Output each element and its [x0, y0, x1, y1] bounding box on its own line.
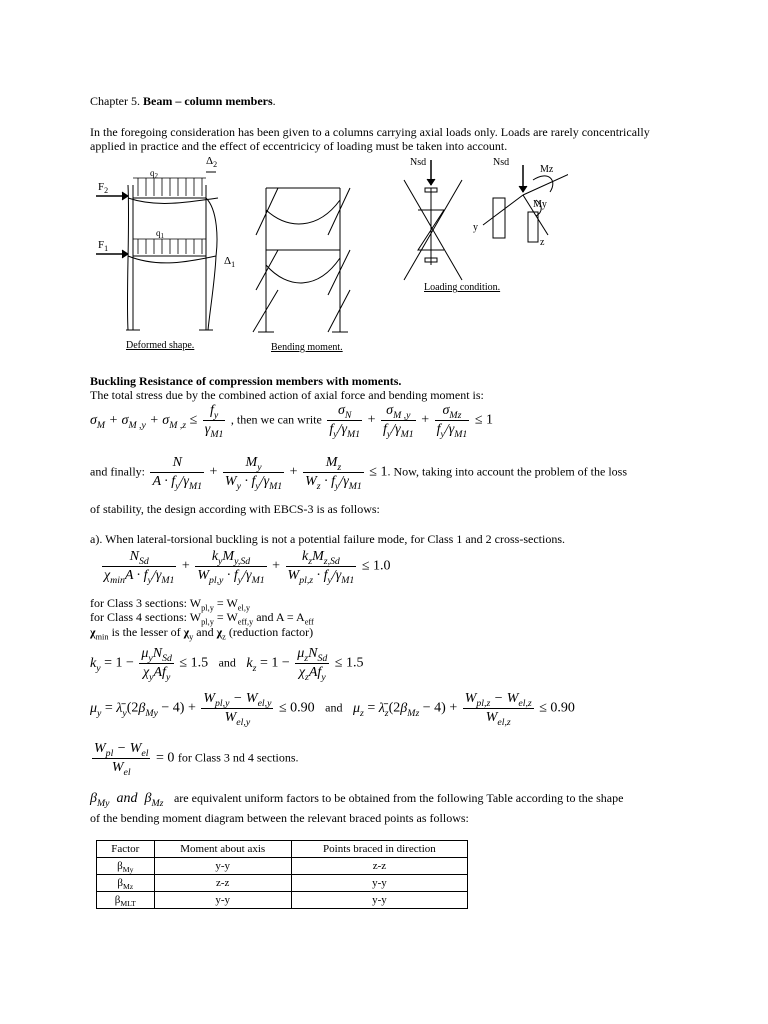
header-axis: Moment about axis	[154, 841, 291, 858]
beam-column-figure	[88, 150, 568, 360]
factor-table	[96, 840, 468, 909]
beta-text-2: of the bending moment diagram between the relevant braced points as follows:	[90, 811, 469, 825]
then-text: , then we can write	[230, 412, 322, 427]
equation-k: $k_y = 1$ − $\frac{\mu_yN_{Sd}}{\chi_yAf_y}$ ≤ 1.5 and $k_z = 1$ − $\frac{\mu_zN_{Sd}}{\chi_zAf_y}$ ≤ 1.5	[90, 646, 364, 683]
le-0-90-a: ≤ 0.90	[278, 700, 315, 716]
nsd-label-2: Nsd	[493, 157, 510, 168]
intro-line-2: applied in practice and the effect of eccentricicy of loading must be taken into account.	[90, 139, 508, 153]
mz-label: Mz	[540, 164, 554, 175]
le-1-5-b: ≤ 1.5	[334, 655, 364, 671]
header-factor: Factor	[97, 841, 155, 858]
loading-caption: Loading condition.	[424, 282, 501, 293]
equation-mu: $\mu_y$ = $\lambdā_y(2\beta_{My} - 4)$ + $\frac{W_{pl,y} - W_{el,y}}{W_{el,y}}$ ≤ 0.90 and $\mu_z$ = $\lambdā_z(2\beta_{Mz} - 4)$ + $\frac{W_{pl,z} - W_{el,z}}{W_{el,z}}$ ≤ 0.90	[90, 691, 575, 728]
le-0-90-b: ≤ 0.90	[539, 700, 575, 716]
equation-interaction: $\frac{N_{Sd}}{\chi_{min}A \cdot f_y/\gamma_{M1}}$ + $\frac{k_yM_{y,Sd}}{W_{pl,y} \cdot f_y/\gamma_{M1}}$ + $\frac{k_zM_{z,Sd}}{W_{pl,z} \cdot f_y/\gamma_{M1}}$ ≤ 1.0	[104, 549, 391, 586]
class3-line: for Class 3 sections: $W_{pl,y} = W_{el,y}$	[90, 596, 251, 613]
now-text: . Now, taking into account the problem of the loss	[387, 464, 627, 479]
section-title: Buckling Resistance of compression members with moments.	[90, 374, 402, 388]
chapter-suffix: .	[272, 94, 276, 108]
eq-zero: = 0	[155, 750, 175, 766]
stability-text: of stability, the design according with EBCS-3 is as follows:	[90, 502, 380, 516]
table-header-row	[97, 841, 468, 858]
chapter-heading	[90, 94, 276, 109]
bending-caption: Bending moment.	[271, 342, 343, 353]
class4-line: for Class 4 sections: $W_{pl,y} = W_{eff,y}$ and $A = A_{eff}$	[90, 610, 314, 627]
my-label: My	[533, 199, 547, 210]
section-text-1: The total stress due by the combined action of axial force and bending moment is:	[90, 388, 484, 402]
deformed-caption: Deformed shape.	[126, 340, 195, 351]
table-row: $\beta_{My}$ y-y z-z	[97, 858, 468, 875]
delta1-label: $\Delta_1$	[224, 255, 236, 269]
q2-label: $q_2$	[150, 168, 158, 180]
class34-text: for Class 3 nd 4 sections.	[177, 750, 299, 765]
f2-label: $F_2$	[98, 181, 109, 195]
nsd-label-1: Nsd	[410, 157, 427, 168]
and-word-1: and	[218, 655, 236, 670]
le-one-2: ≤ 1	[369, 464, 388, 480]
and-word-2: and	[325, 700, 343, 715]
header-braced: Points braced in direction	[291, 841, 467, 858]
le-one-dot: ≤ 1.0	[361, 558, 391, 574]
q1-label: $q_1$	[156, 228, 164, 240]
z-axis-label: z	[540, 237, 545, 248]
case-a-text: a). When lateral-torsional buckling is not a potential failure mode, for Class 1 and 2 cross-sections.	[90, 532, 565, 546]
le-one-1: ≤ 1	[474, 412, 493, 428]
equation-and-finally: and finally: $\frac{N}{A \cdot f_y/\gamma_{M1}}$ + $\frac{M_y}{W_y \cdot f_y/\gamma_{M1}}$ + $\frac{M_z}{W_z \cdot f_y/\gamma_{M1}}$ ≤ 1. Now, taking into account the problem of the loss	[90, 455, 627, 492]
table-row: $\beta_{Mz}$ z-z y-y	[97, 875, 468, 892]
beta-line: $\beta_{My}$ and $\beta_{Mz}$ are equivalent uniform factors to be obtained from the following Table according to the shape	[90, 791, 624, 809]
table-row: $\beta_{MLT}$ y-y y-y	[97, 892, 468, 909]
delta2-label: $\Delta_2$	[206, 155, 218, 169]
le-1-5-a: ≤ 1.5	[179, 655, 209, 671]
y-axis-label: y	[473, 222, 478, 233]
and-finally-text: and finally:	[90, 464, 145, 479]
chi-line: $\chi_{min}$ is the lesser of $\chi_y$ and $\chi_z$ (reduction factor)	[90, 625, 314, 642]
f1-label: $F_1$	[98, 239, 109, 253]
equation-class34: $\frac{W_{pl} - W_{el}}{W_{el}}$ = 0 for Class 3 nd 4 sections.	[94, 741, 299, 778]
chapter-prefix: Chapter 5.	[90, 94, 140, 108]
equation-total-stress: $\sigma_M + \sigma_{M ,y} + \sigma_{M ,z}$ ≤ $\frac{f_y}{\gamma_{M1}}$ , then we can write $\frac{\sigma_N}{f_y/\gamma_{M1}}$ + $\frac{\sigma_{M ,y}}{f_y/\gamma_{M1}}$ + $\frac{\sigma_{Mz}}{f_y/\gamma_{M1}}$ ≤ 1	[90, 403, 493, 440]
intro-line-1: In the foregoing consideration has been given to a columns carrying axial loads only. Loads are rarely concentrically	[90, 125, 650, 139]
chapter-title: Beam – column members	[143, 94, 273, 108]
